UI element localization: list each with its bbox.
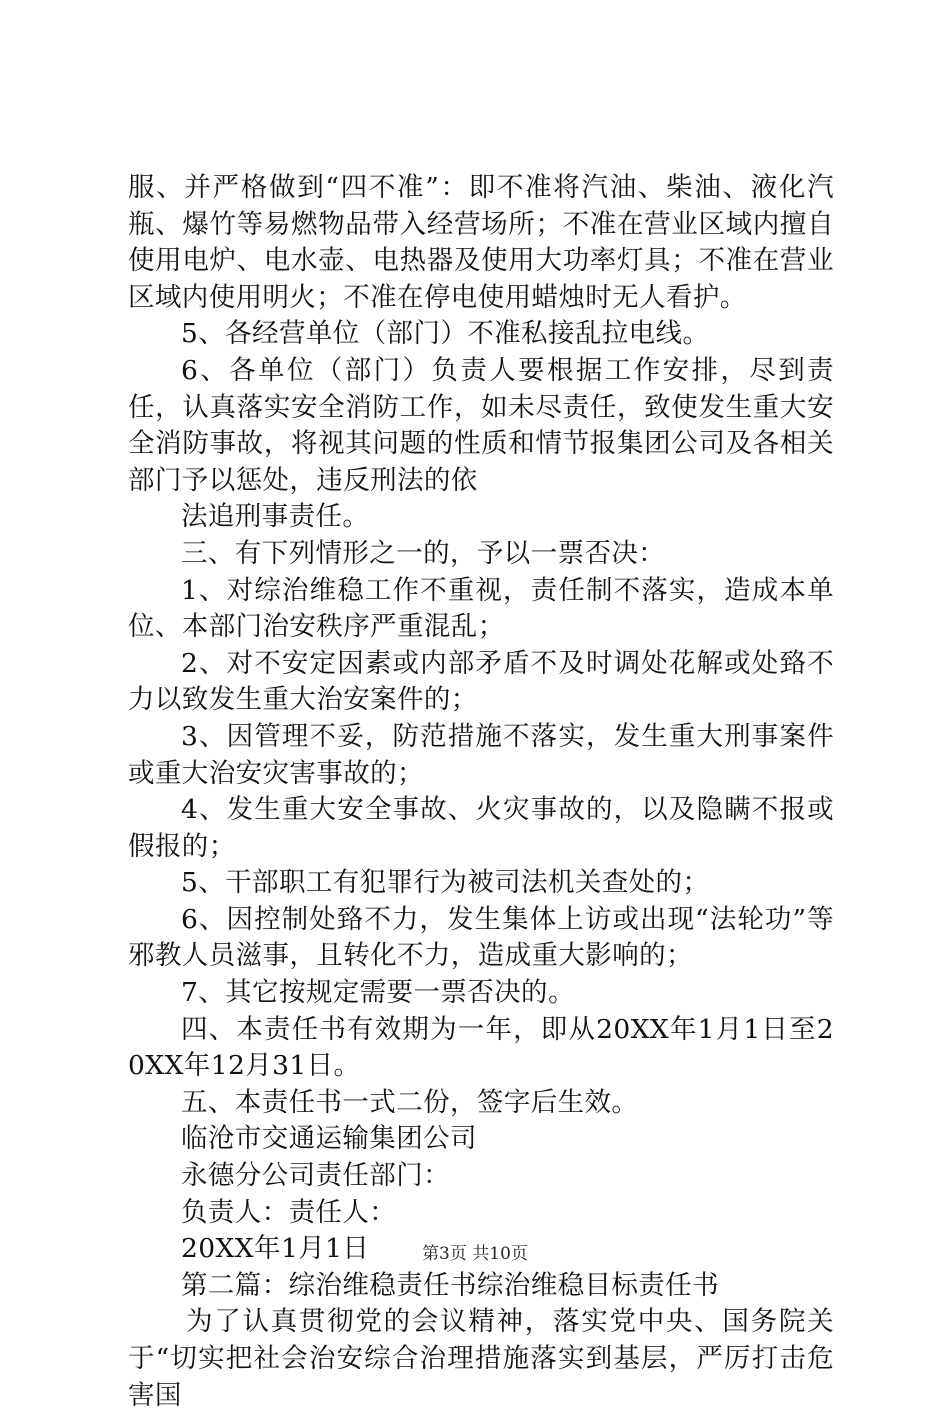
signature-department: 永德分公司责任部门： [181, 1160, 450, 1192]
paragraph-fire-safety-rules: 服、并严格做到“四不准”：即不准将汽油、柴油、液化汽瓶、爆竹等易燃物品带入经营场所；不准在营业区域内擅自使用电炉、电水壶、电热器及使用大功率灯具；不准在营业区域内使用明火；不准在停电使用蜡烛时无人看护。 [128, 172, 834, 313]
veto-item-6: 6、因控制处臵不力，发生集体上访或出现“法轮功”等邪教人员滋事，且转化不力，造成重大影响的； [128, 903, 834, 972]
section-heading-veto: 三、有下列情形之一的，予以一票否决： [181, 537, 666, 569]
veto-item-5: 5、干部职工有犯罪行为被司法机关查处的； [181, 867, 710, 899]
veto-item-3: 3、因管理不妥，防范措施不落实，发生重大刑事案件或重大治安灾害事故的； [128, 720, 834, 789]
section-copies: 五、本责任书一式二份，签字后生效。 [181, 1086, 639, 1118]
signature-date: 20XX年1月1日 [181, 1233, 370, 1265]
page-number-footer: 第3页 共10页 [422, 1244, 528, 1264]
paragraph-item-5-wiring: 5、各经营单位（部门）不准私接乱拉电线。 [181, 318, 710, 350]
section-validity-period: 四、本责任书有效期为一年，即从20XX年1月1日至20XX年12月31日。 [128, 1013, 834, 1082]
veto-item-7: 7、其它按规定需要一票否决的。 [181, 977, 575, 1009]
document-body [128, 170, 834, 1414]
chapter-two-intro: 为了认真贯彻党的会议精神，落实党中央、国务院关于“切实把社会治安综合治理措施落实到基层，严厉打击危害国 [128, 1306, 834, 1411]
veto-item-2: 2、对不安定因素或内部矛盾不及时调处花解或处臵不力以致发生重大治安案件的； [128, 647, 834, 716]
chapter-two-heading: 第二篇：综治维稳责任书综治维稳目标责任书 [181, 1269, 719, 1301]
paragraph-item-6-responsibility: 6、各单位（部门）负责人要根据工作安排，尽到责任，认真落实安全消防工作，如未尽责任，致使发生重大安全消防事故，将视其问题的性质和情节报集团公司及各相关部门予以惩处，违反刑法的依 [128, 354, 834, 496]
veto-item-1: 1、对综治维稳工作不重视，责任制不落实，造成本单位、本部门治安秩序严重混乱； [128, 574, 834, 643]
signature-persons: 负责人：责任人： [181, 1196, 397, 1228]
paragraph-criminal-liability: 法追刑事责任。 [181, 501, 370, 533]
veto-item-4: 4、发生重大安全事故、火灾事故的，以及隐瞒不报或假报的； [128, 794, 834, 862]
signature-company: 临沧市交通运输集团公司 [181, 1123, 477, 1155]
